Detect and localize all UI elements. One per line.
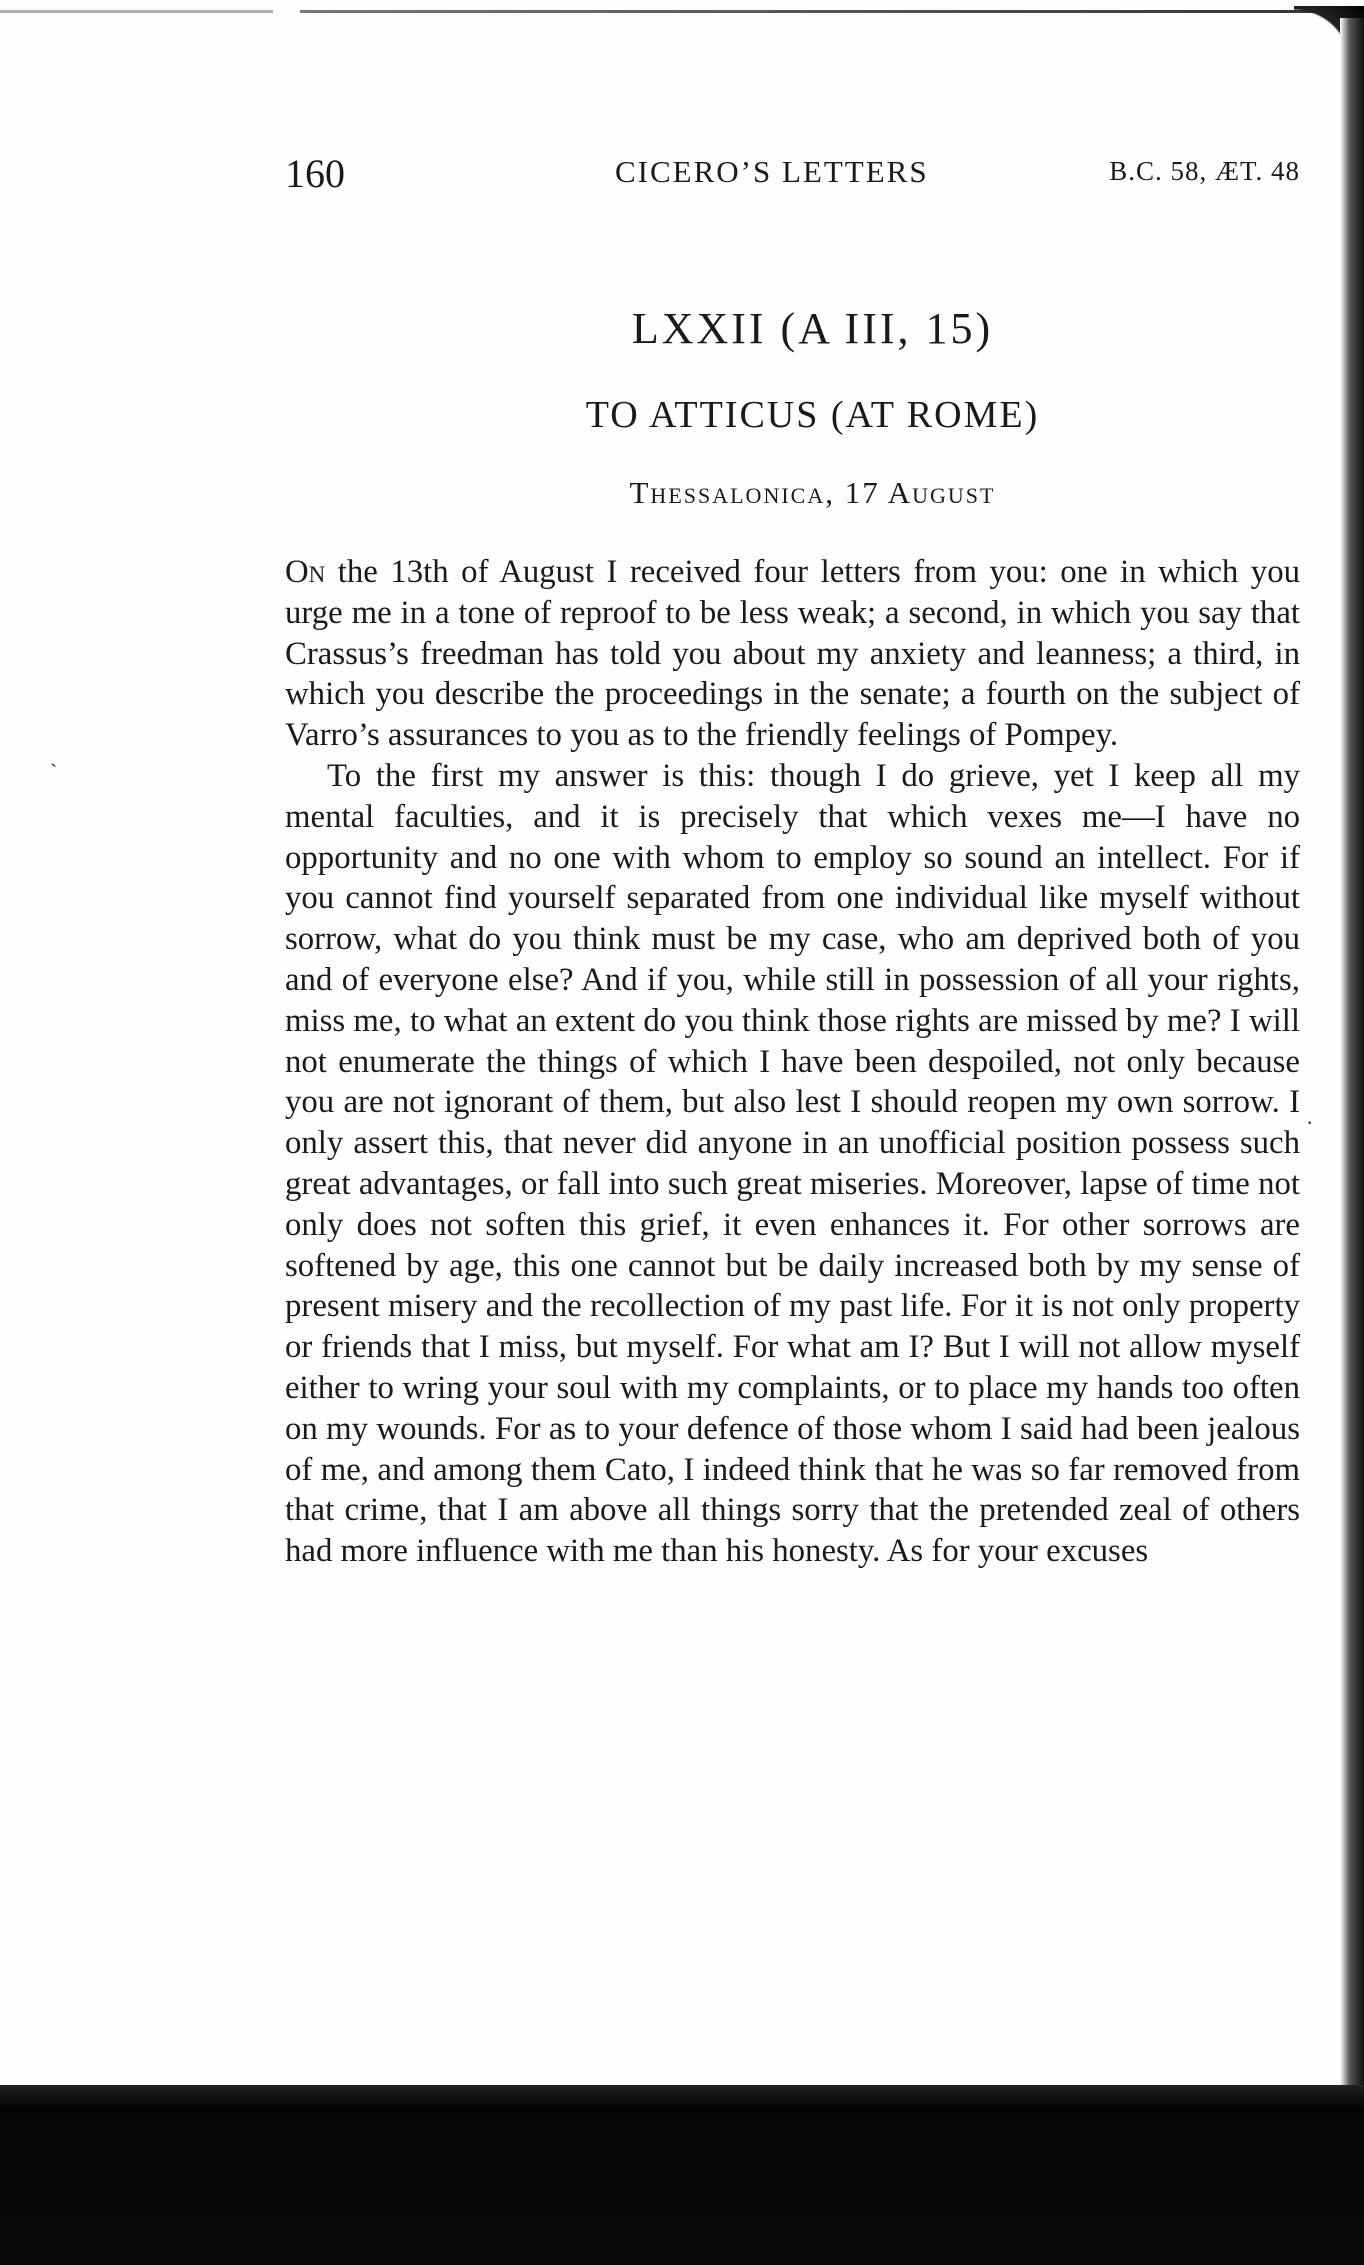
scan-bottom-edge-shadow — [0, 2085, 1364, 2265]
recipient-heading: TO ATTICUS (AT ROME) — [585, 394, 1040, 436]
place-date-heading: Thessalonica, 17 August — [629, 475, 996, 510]
paragraph-1-text: the 13th of August I received four letters from you: one in which you urge me in a tone of reproof to be less weak; a second, in which you say that Crassus’s freedman has told you about my anxiety and leanness; a third, in which you describe the proceedings in the senate; a fourth on the subject of Varro’s assurances to you as to the friendly feelings of Pompey. — [285, 554, 1300, 754]
scan-right-edge-shadow — [1340, 18, 1364, 2113]
paragraph-1-lead: On — [285, 554, 326, 590]
letter-number-heading: LXXII (A III, 15) — [631, 304, 994, 353]
page-number: 160 — [285, 151, 345, 196]
margin-speck: · — [1306, 1110, 1314, 1135]
running-header — [285, 150, 1300, 200]
date-note: B.C. 58, ÆT. 48 — [1109, 156, 1300, 186]
running-title: CICERO’S LETTERS — [615, 154, 929, 189]
paragraph-1 — [285, 552, 1300, 756]
paragraph-2: To the first my answer is this: though I do grieve, yet I keep all my mental faculties, and it is precisely that which vexes me—I have no opportunity and no one with whom to employ so sound an intellect. For if you cannot find yourself separated from one individual like myself without sorrow, what do you think must be my case, who am deprived both of you and of everyone else? And if you, while still in possession of all your rights, miss me, to what an extent do you think those rights are missed by me? I will not enumerate the things of which I have been despoiled, not only because you are not ignorant of them, but also lest I should reopen my own sorrow. I only assert this, that never did anyone in an unofficial position possess such great advantages, or fall into such great miseries. Moreover, lapse of time not only does not soften this grief, it even enhances it. For other sorrows are softened by age, this one cannot but be daily increased both by my sense of present misery and the recollection of my past life. For it is not only property or friends that I miss, but myself. For what am I? But I will not allow myself either to wring your soul with my complaints, or to place my hands too often on my wounds. For as to your defence of those whom I said had been jealous of me, and among them Cato, I indeed think that he was so far removed from that crime, that I am above all things sorry that the pretended zeal of others had more influence with me than his honesty. As for your excuses — [285, 757, 1300, 1570]
letter-body — [285, 552, 1300, 1572]
margin-speck: ˏ — [50, 742, 58, 767]
scan-top-rule — [0, 10, 1364, 13]
